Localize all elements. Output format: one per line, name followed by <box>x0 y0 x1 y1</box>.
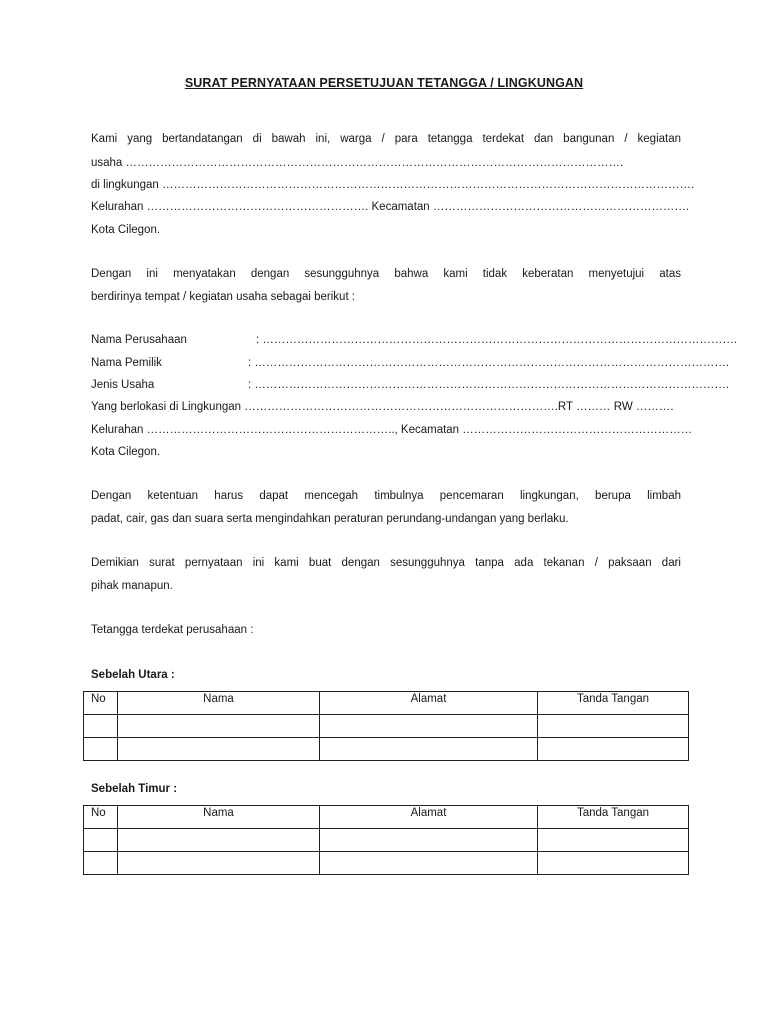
kelurahan-line: Kelurahan ……………………………………………………….., Kecamatan …………………………………………………… <box>91 424 693 436</box>
demikian-line-1: Demikian surat pernyataan ini kami buat dengan sesungguhnya tanpa ada tekanan / paksaan dari <box>91 557 681 569</box>
nama-pemilik-value: : ……………………………………………………………………………………………………………. <box>248 357 730 369</box>
table-cell[interactable] <box>84 829 118 852</box>
col-alamat-header: Alamat <box>320 806 538 829</box>
col-nama-header: Nama <box>118 692 320 715</box>
col-tanda-tangan-header: Tanda Tangan <box>538 692 689 715</box>
intro-line-4: Kelurahan …………………………………………………. Kecamatan …………………………………………………………. <box>91 201 690 213</box>
nama-pemilik-label: Nama Pemilik <box>91 357 162 369</box>
col-no-header: No <box>84 692 118 715</box>
table-cell[interactable] <box>320 738 538 761</box>
col-tanda-tangan-header: Tanda Tangan <box>538 806 689 829</box>
intro-line-1: Kami yang bertandatangan di bawah ini, warga / para tetangga terdekat dan bangunan / kegiatan <box>91 133 681 145</box>
col-no-header: No <box>84 806 118 829</box>
table-row <box>84 715 689 738</box>
table-cell[interactable] <box>118 829 320 852</box>
demikian-line-2: pihak manapun. <box>91 580 173 592</box>
document-title: SURAT PERNYATAAN PERSETUJUAN TETANGGA / LINGKUNGAN <box>184 76 584 90</box>
jenis-usaha-value: : ……………………………………………………………………………………………………………. <box>248 379 730 391</box>
col-nama-header: Nama <box>118 806 320 829</box>
tetangga-label: Tetangga terdekat perusahaan : <box>91 624 254 636</box>
ketentuan-line-2: padat, cair, gas dan suara serta mengindahkan peraturan perundang-undangan yang berlaku. <box>91 513 569 525</box>
intro-line-3: di lingkungan …………………………………………………………………………………………………………………………. <box>91 179 695 191</box>
table-header-row <box>84 806 689 829</box>
kota-line: Kota Cilegon. <box>91 446 161 458</box>
ketentuan-line-1: Dengan ketentuan harus dapat mencegah timbulnya pencemaran lingkungan, berupa limbah <box>91 490 681 502</box>
table-cell[interactable] <box>320 829 538 852</box>
table-cell[interactable] <box>538 852 689 875</box>
table-cell[interactable] <box>538 738 689 761</box>
jenis-usaha-label: Jenis Usaha <box>91 379 155 391</box>
lokasi-line: Yang berlokasi di Lingkungan ……………………………………………………………………….RT ……… RW ………. <box>91 401 674 413</box>
table-header-row <box>84 692 689 715</box>
statement-line-2: berdirinya tempat / kegiatan usaha sebagai berikut : <box>91 291 356 303</box>
table-cell[interactable] <box>84 715 118 738</box>
table-row <box>84 738 689 761</box>
utara-table <box>83 691 689 761</box>
table-row <box>84 852 689 875</box>
section-utara-heading: Sebelah Utara : <box>91 669 175 681</box>
table-cell[interactable] <box>320 852 538 875</box>
statement-line-1: Dengan ini menyatakan dengan sesungguhnya bahwa kami tidak keberatan menyetujui atas <box>91 268 681 280</box>
table-cell[interactable] <box>538 715 689 738</box>
table-cell[interactable] <box>84 738 118 761</box>
table-cell[interactable] <box>118 715 320 738</box>
table-cell[interactable] <box>84 852 118 875</box>
nama-perusahaan-value: : ……………………………………………………………………………………………………………. <box>256 334 738 346</box>
table-cell[interactable] <box>118 738 320 761</box>
table-row <box>84 829 689 852</box>
timur-table <box>83 805 689 875</box>
intro-line-2: usaha …………………………………………………………………………………………………………………. <box>91 157 624 169</box>
section-timur-heading: Sebelah Timur : <box>91 783 178 795</box>
intro-line-5: Kota Cilegon. <box>91 224 161 236</box>
table-cell[interactable] <box>320 715 538 738</box>
nama-perusahaan-label: Nama Perusahaan <box>91 334 187 346</box>
table-cell[interactable] <box>118 852 320 875</box>
table-cell[interactable] <box>538 829 689 852</box>
col-alamat-header: Alamat <box>320 692 538 715</box>
